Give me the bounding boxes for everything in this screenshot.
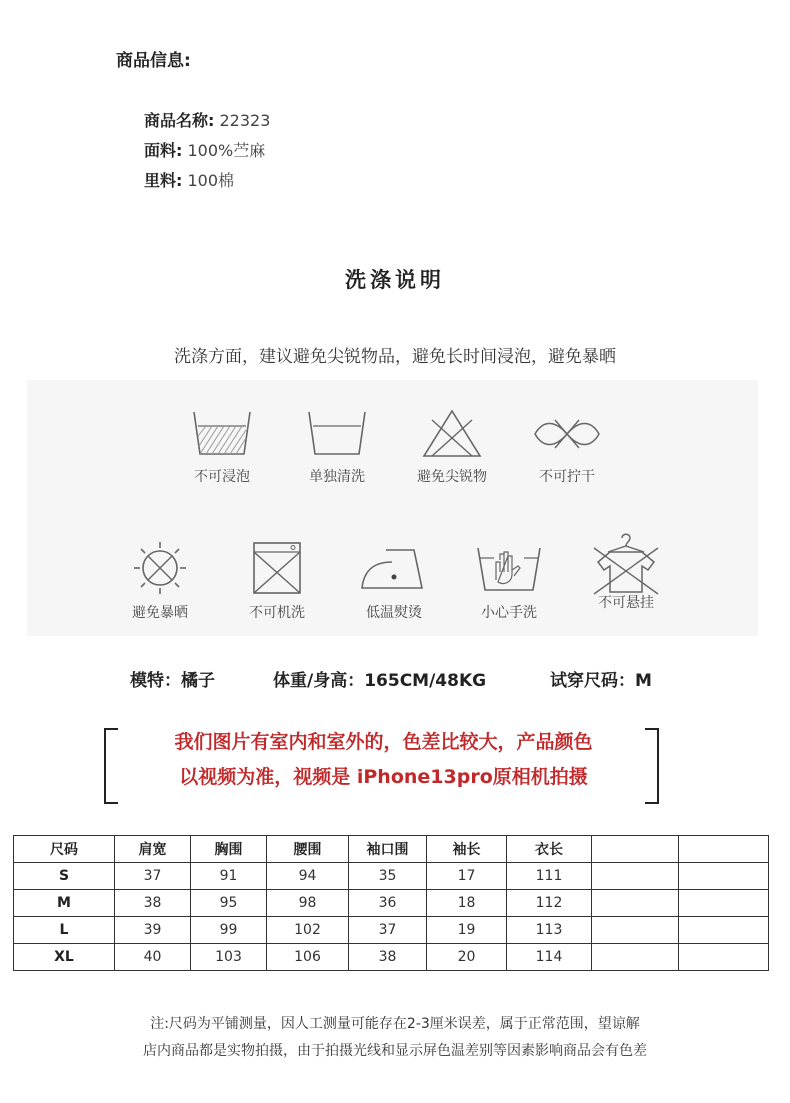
care-item xyxy=(397,408,507,486)
header-cell: 袖口围 xyxy=(349,836,427,863)
care-item xyxy=(339,540,449,622)
header-cell xyxy=(592,836,679,863)
table-cell xyxy=(679,890,769,917)
table-cell: 20 xyxy=(427,944,507,971)
model-size: 试穿尺码：M xyxy=(550,671,652,691)
header-cell: 衣长 xyxy=(507,836,592,863)
no-wring-icon xyxy=(531,408,603,460)
product-info-title: 商品信息: xyxy=(116,51,191,71)
care-label: 单独清洗 xyxy=(309,469,365,485)
table-cell: 19 xyxy=(427,917,507,944)
size-table xyxy=(13,835,769,971)
care-label: 不可机洗 xyxy=(249,605,305,621)
table-row xyxy=(14,917,769,944)
table-cell xyxy=(679,863,769,890)
table-cell: 94 xyxy=(267,863,349,890)
info-row-fabric xyxy=(144,138,265,161)
care-item xyxy=(571,530,681,612)
color-notice-line1: 我们图片有室内和室外的，色差比较大，产品颜色 xyxy=(174,731,593,753)
measurement-note: 注:尺码为平铺测量，因人工测量可能存在2-3厘米误差，属于正常范围，望谅解 xyxy=(150,1016,640,1032)
care-item xyxy=(167,408,277,486)
table-cell: 113 xyxy=(507,917,592,944)
table-cell: L xyxy=(14,917,115,944)
care-label: 低温熨烫 xyxy=(366,605,422,621)
table-cell xyxy=(592,944,679,971)
avoid-sharp-icon xyxy=(420,408,484,460)
table-cell xyxy=(592,917,679,944)
header-cell: 袖长 xyxy=(427,836,507,863)
table-cell: 95 xyxy=(191,890,267,917)
wash-description: 洗涤方面，建议避免尖锐物品，避免长时间浸泡，避免暴晒 xyxy=(174,347,616,367)
header-cell: 胸围 xyxy=(191,836,267,863)
table-cell: 38 xyxy=(349,944,427,971)
care-label: 避免暴晒 xyxy=(132,605,188,621)
table-cell: 114 xyxy=(507,944,592,971)
care-item xyxy=(105,540,215,622)
care-label: 不可悬挂 xyxy=(598,595,654,611)
header-cell: 尺码 xyxy=(14,836,115,863)
color-notice-line2: 以视频为准，视频是 iPhone13pro原相机拍摄 xyxy=(179,766,588,788)
table-cell: 103 xyxy=(191,944,267,971)
table-cell: 99 xyxy=(191,917,267,944)
care-label: 避免尖锐物 xyxy=(417,469,487,485)
hand-wash-icon xyxy=(474,540,544,596)
model-name: 模特：橘子 xyxy=(130,671,215,691)
table-cell: 98 xyxy=(267,890,349,917)
color-difference-note: 店内商品都是实物拍摄，由于拍摄光线和显示屏色温差别等因素影响商品会有色差 xyxy=(143,1043,647,1059)
no-hang-icon xyxy=(588,530,664,596)
table-cell: 111 xyxy=(507,863,592,890)
info-key: 面料: xyxy=(144,141,183,160)
header-cell xyxy=(679,836,769,863)
info-row-name xyxy=(144,108,270,131)
care-icon-panel xyxy=(27,380,758,636)
table-cell: 36 xyxy=(349,890,427,917)
info-value: 100%苎麻 xyxy=(187,141,266,160)
table-cell: 17 xyxy=(427,863,507,890)
avoid-sun-icon xyxy=(128,540,192,596)
info-key: 商品名称: xyxy=(144,111,215,130)
table-cell: 35 xyxy=(349,863,427,890)
no-machine-wash-icon xyxy=(245,540,309,596)
table-cell: 40 xyxy=(115,944,191,971)
care-label: 不可浸泡 xyxy=(194,469,250,485)
table-header-row xyxy=(14,836,769,863)
table-cell: M xyxy=(14,890,115,917)
table-cell: S xyxy=(14,863,115,890)
header-cell: 腰围 xyxy=(267,836,349,863)
no-soak-icon xyxy=(190,408,254,460)
table-cell: 106 xyxy=(267,944,349,971)
info-value: 100棉 xyxy=(187,171,235,190)
low-iron-icon xyxy=(356,540,432,596)
care-item xyxy=(222,540,332,622)
table-cell xyxy=(592,863,679,890)
info-value: 22323 xyxy=(219,111,271,130)
table-cell: 18 xyxy=(427,890,507,917)
care-label: 不可拧干 xyxy=(539,469,595,485)
table-cell: 39 xyxy=(115,917,191,944)
care-item xyxy=(282,408,392,486)
wash-separately-icon xyxy=(305,408,369,460)
care-item xyxy=(512,408,622,486)
table-cell: 91 xyxy=(191,863,267,890)
header-cell: 肩宽 xyxy=(115,836,191,863)
table-cell: 37 xyxy=(115,863,191,890)
table-row xyxy=(14,890,769,917)
model-body: 体重/身高：165CM/48KG xyxy=(273,671,487,691)
info-key: 里料: xyxy=(144,171,183,190)
table-row xyxy=(14,944,769,971)
table-cell: 102 xyxy=(267,917,349,944)
table-cell xyxy=(679,917,769,944)
table-cell xyxy=(679,944,769,971)
table-cell: XL xyxy=(14,944,115,971)
info-row-lining xyxy=(144,168,234,191)
care-label: 小心手洗 xyxy=(481,605,537,621)
table-row xyxy=(14,863,769,890)
care-item xyxy=(454,540,564,622)
table-cell: 112 xyxy=(507,890,592,917)
table-cell: 37 xyxy=(349,917,427,944)
table-cell xyxy=(592,890,679,917)
table-cell: 38 xyxy=(115,890,191,917)
wash-title: 洗涤说明 xyxy=(345,268,445,292)
